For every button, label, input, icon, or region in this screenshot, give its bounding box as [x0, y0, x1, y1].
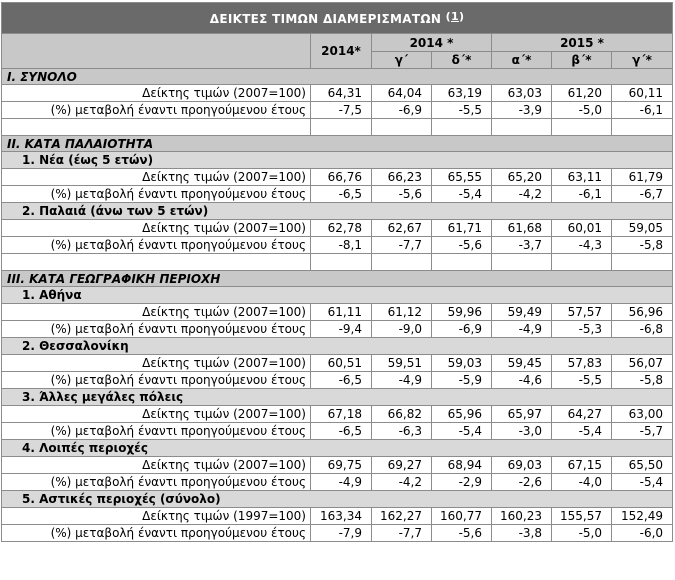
subsection-title: 2. Θεσσαλονίκη — [2, 338, 673, 355]
value-cell: -6,1 — [552, 186, 612, 203]
row-label: (%) μεταβολή έναντι προηγούμενου έτους — [2, 102, 311, 119]
table-row — [2, 355, 673, 372]
value-cell: 63,03 — [492, 85, 552, 102]
table-row — [2, 406, 673, 423]
value-cell: -6,5 — [311, 423, 372, 440]
value-cell: 162,27 — [372, 508, 432, 525]
value-cell: -5,0 — [552, 525, 612, 542]
empty-cell — [552, 119, 612, 136]
value-cell: 69,75 — [311, 457, 372, 474]
value-cell: -5,4 — [552, 423, 612, 440]
value-cell: -3,7 — [492, 237, 552, 254]
value-cell: -4,9 — [372, 372, 432, 389]
row-label: (%) μεταβολή έναντι προηγούμενου έτους — [2, 186, 311, 203]
header-empty-cell — [2, 34, 311, 69]
row-label: (%) μεταβολή έναντι προηγούμενου έτους — [2, 525, 311, 542]
value-cell: -5,6 — [432, 237, 492, 254]
row-label: (%) μεταβολή έναντι προηγούμενου έτους — [2, 474, 311, 491]
row-label: Δείκτης τιμών (1997=100) — [2, 508, 311, 525]
value-cell: -7,7 — [372, 237, 432, 254]
row-label: Δείκτης τιμών (2007=100) — [2, 169, 311, 186]
value-cell: 160,23 — [492, 508, 552, 525]
value-cell: 68,94 — [432, 457, 492, 474]
value-cell: 63,19 — [432, 85, 492, 102]
table-row — [2, 508, 673, 525]
value-cell: -6,8 — [612, 321, 673, 338]
header-quarter: δ΄* — [432, 52, 492, 69]
value-cell: 64,04 — [372, 85, 432, 102]
value-cell: -8,1 — [311, 237, 372, 254]
row-label: Δείκτης τιμών (2007=100) — [2, 355, 311, 372]
value-cell: 69,27 — [372, 457, 432, 474]
table-row — [2, 474, 673, 491]
title-footnote: (1) — [445, 10, 465, 23]
value-cell: -5,5 — [552, 372, 612, 389]
subsection-title: 2. Παλαιά (άνω των 5 ετών) — [2, 203, 673, 220]
value-cell: -4,2 — [372, 474, 432, 491]
value-cell: -6,1 — [612, 102, 673, 119]
subsection-header-row — [2, 338, 673, 355]
value-cell: -5,6 — [372, 186, 432, 203]
value-cell: 66,76 — [311, 169, 372, 186]
subsection-title: 1. Νέα (έως 5 ετών) — [2, 152, 673, 169]
subsection-header-row — [2, 152, 673, 169]
value-cell: -5,4 — [432, 186, 492, 203]
value-cell: -7,5 — [311, 102, 372, 119]
table-row — [2, 85, 673, 102]
value-cell: 66,23 — [372, 169, 432, 186]
value-cell: 59,51 — [372, 355, 432, 372]
header-group-2015: 2015 * — [492, 34, 673, 52]
table-row — [2, 186, 673, 203]
table-row — [2, 423, 673, 440]
table-row — [2, 304, 673, 321]
value-cell: 61,12 — [372, 304, 432, 321]
price-index-table-container — [1, 2, 672, 542]
subsection-title: 4. Λοιπές περιοχές — [2, 440, 673, 457]
value-cell: -5,7 — [612, 423, 673, 440]
row-label: Δείκτης τιμών (2007=100) — [2, 85, 311, 102]
section-title: III. ΚΑΤΑ ΓΕΩΓΡΑΦΙΚΗ ΠΕΡΙΟΧΗ — [2, 271, 673, 287]
table-row — [2, 321, 673, 338]
value-cell: -6,0 — [612, 525, 673, 542]
value-cell: -5,3 — [552, 321, 612, 338]
value-cell: 61,11 — [311, 304, 372, 321]
table-row — [2, 457, 673, 474]
value-cell: 65,50 — [612, 457, 673, 474]
section-title: II. ΚΑΤΑ ΠΑΛΑΙΟΤΗΤΑ — [2, 136, 673, 152]
empty-cell — [372, 254, 432, 271]
row-label: (%) μεταβολή έναντι προηγούμενου έτους — [2, 372, 311, 389]
value-cell: 63,00 — [612, 406, 673, 423]
value-cell: -4,0 — [552, 474, 612, 491]
subsection-header-row — [2, 287, 673, 304]
value-cell: 59,49 — [492, 304, 552, 321]
value-cell: 59,05 — [612, 220, 673, 237]
value-cell: 67,18 — [311, 406, 372, 423]
section-title: I. ΣΥΝΟΛΟ — [2, 69, 673, 85]
table-row — [2, 372, 673, 389]
value-cell: -5,8 — [612, 237, 673, 254]
table-row — [2, 525, 673, 542]
value-cell: 61,68 — [492, 220, 552, 237]
value-cell: -6,3 — [372, 423, 432, 440]
empty-cell — [552, 254, 612, 271]
empty-cell — [612, 254, 673, 271]
section-header-row — [2, 136, 673, 152]
value-cell: 62,78 — [311, 220, 372, 237]
value-cell: 61,79 — [612, 169, 673, 186]
value-cell: 65,55 — [432, 169, 492, 186]
value-cell: -7,7 — [372, 525, 432, 542]
value-cell: -4,3 — [552, 237, 612, 254]
value-cell: 60,11 — [612, 85, 673, 102]
subsection-header-row — [2, 491, 673, 508]
value-cell: 65,97 — [492, 406, 552, 423]
value-cell: -4,2 — [492, 186, 552, 203]
value-cell: -9,4 — [311, 321, 372, 338]
footnote-link[interactable]: 1 — [450, 10, 459, 23]
value-cell: 57,57 — [552, 304, 612, 321]
value-cell: -5,4 — [612, 474, 673, 491]
table-row — [2, 237, 673, 254]
value-cell: -6,7 — [612, 186, 673, 203]
row-label: Δείκτης τιμών (2007=100) — [2, 457, 311, 474]
value-cell: -7,9 — [311, 525, 372, 542]
row-label: Δείκτης τιμών (2007=100) — [2, 220, 311, 237]
value-cell: 163,34 — [311, 508, 372, 525]
value-cell: 67,15 — [552, 457, 612, 474]
value-cell: -4,6 — [492, 372, 552, 389]
value-cell: 69,03 — [492, 457, 552, 474]
value-cell: 65,20 — [492, 169, 552, 186]
value-cell: -3,8 — [492, 525, 552, 542]
empty-cell — [311, 119, 372, 136]
subsection-header-row — [2, 389, 673, 406]
value-cell: -6,5 — [311, 372, 372, 389]
header-quarter: γ΄* — [612, 52, 673, 69]
value-cell: 60,01 — [552, 220, 612, 237]
row-label: (%) μεταβολή έναντι προηγούμενου έτους — [2, 321, 311, 338]
value-cell: -6,9 — [372, 102, 432, 119]
value-cell: 160,77 — [432, 508, 492, 525]
table-title-text: ΔΕΙΚΤΕΣ ΤΙΜΩΝ ΔΙΑΜΕΡΙΣΜΑΤΩΝ — [209, 12, 442, 26]
value-cell: 152,49 — [612, 508, 673, 525]
row-label: Δείκτης τιμών (2007=100) — [2, 406, 311, 423]
value-cell: 60,51 — [311, 355, 372, 372]
empty-cell — [2, 119, 311, 136]
value-cell: -5,6 — [432, 525, 492, 542]
subsection-title: 1. Αθήνα — [2, 287, 673, 304]
value-cell: -2,6 — [492, 474, 552, 491]
table-row — [2, 102, 673, 119]
subsection-header-row — [2, 203, 673, 220]
value-cell: 56,07 — [612, 355, 673, 372]
value-cell: 63,11 — [552, 169, 612, 186]
row-label: (%) μεταβολή έναντι προηγούμενου έτους — [2, 423, 311, 440]
value-cell: -4,9 — [311, 474, 372, 491]
empty-cell — [432, 119, 492, 136]
value-cell: -3,0 — [492, 423, 552, 440]
value-cell: 62,67 — [372, 220, 432, 237]
value-cell: 64,27 — [552, 406, 612, 423]
value-cell: -5,8 — [612, 372, 673, 389]
value-cell: 61,20 — [552, 85, 612, 102]
header-quarter: γ΄ — [372, 52, 432, 69]
header-quarter: β΄* — [552, 52, 612, 69]
value-cell: 61,71 — [432, 220, 492, 237]
value-cell: 56,96 — [612, 304, 673, 321]
value-cell: 64,31 — [311, 85, 372, 102]
section-header-row — [2, 69, 673, 85]
header-quarter: α΄* — [492, 52, 552, 69]
table-row — [2, 220, 673, 237]
spacer-row — [2, 254, 673, 271]
subsection-header-row — [2, 440, 673, 457]
row-label: (%) μεταβολή έναντι προηγούμενου έτους — [2, 237, 311, 254]
apartment-price-index-table — [1, 2, 673, 542]
value-cell: 59,45 — [492, 355, 552, 372]
value-cell: -5,9 — [432, 372, 492, 389]
table-title — [2, 3, 673, 34]
subsection-title: 5. Αστικές περιοχές (σύνολο) — [2, 491, 673, 508]
empty-cell — [612, 119, 673, 136]
empty-cell — [2, 254, 311, 271]
value-cell: -2,9 — [432, 474, 492, 491]
value-cell: -6,5 — [311, 186, 372, 203]
value-cell: 59,03 — [432, 355, 492, 372]
empty-cell — [492, 119, 552, 136]
value-cell: -6,9 — [432, 321, 492, 338]
subsection-title: 3. Άλλες μεγάλες πόλεις — [2, 389, 673, 406]
value-cell: -3,9 — [492, 102, 552, 119]
empty-cell — [311, 254, 372, 271]
value-cell: -4,9 — [492, 321, 552, 338]
empty-cell — [492, 254, 552, 271]
value-cell: 59,96 — [432, 304, 492, 321]
table-row — [2, 169, 673, 186]
spacer-row — [2, 119, 673, 136]
header-group-2014: 2014 * — [372, 34, 492, 52]
value-cell: 155,57 — [552, 508, 612, 525]
empty-cell — [372, 119, 432, 136]
value-cell: 57,83 — [552, 355, 612, 372]
value-cell: -5,5 — [432, 102, 492, 119]
row-label: Δείκτης τιμών (2007=100) — [2, 304, 311, 321]
value-cell: -5,4 — [432, 423, 492, 440]
value-cell: -5,0 — [552, 102, 612, 119]
empty-cell — [432, 254, 492, 271]
value-cell: 65,96 — [432, 406, 492, 423]
section-header-row — [2, 271, 673, 287]
value-cell: -9,0 — [372, 321, 432, 338]
header-2014-annual: 2014* — [311, 34, 372, 69]
value-cell: 66,82 — [372, 406, 432, 423]
